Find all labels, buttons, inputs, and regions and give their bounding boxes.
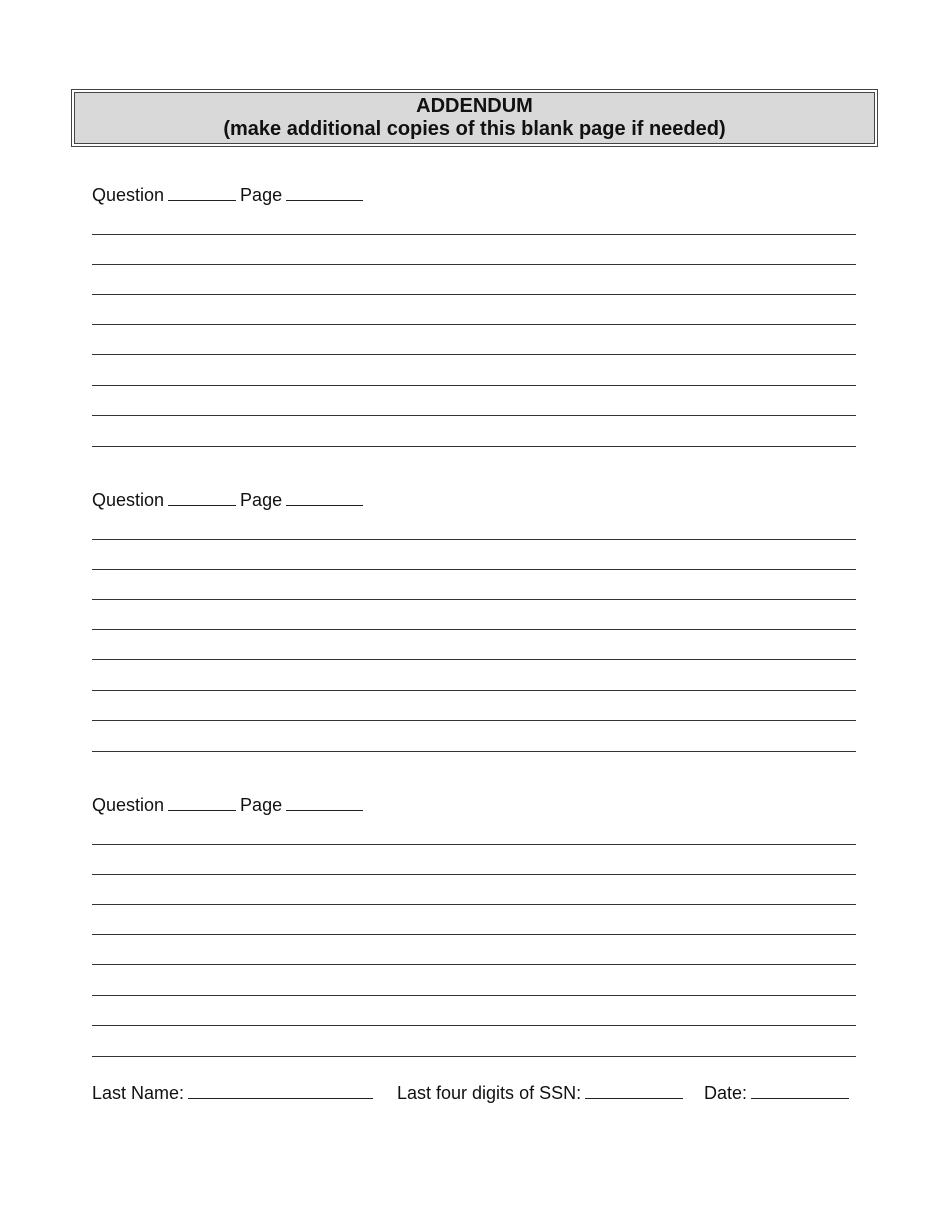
last-name-group [92,1082,377,1104]
answer-line[interactable] [92,234,856,235]
answer-line[interactable] [92,1056,856,1057]
question-number-field[interactable] [168,489,236,506]
question-number-field[interactable] [168,184,236,201]
answer-line[interactable] [92,354,856,355]
page-label: Page [240,795,283,815]
answer-line[interactable] [92,995,856,996]
page-number-field[interactable] [286,489,363,506]
last-name-label: Last Name: [92,1083,185,1103]
question-label: Question [92,795,165,815]
answer-line[interactable] [92,751,856,752]
answer-line[interactable] [92,904,856,905]
date-group [704,1082,853,1104]
question-page-row [92,794,367,816]
answer-line[interactable] [92,264,856,265]
answer-line[interactable] [92,539,856,540]
page-number-field[interactable] [286,184,363,201]
answer-line[interactable] [92,446,856,447]
addendum-section-1 [92,184,856,454]
header-banner [74,92,875,144]
answer-line[interactable] [92,294,856,295]
answer-line[interactable] [92,844,856,845]
last-name-field[interactable] [188,1082,373,1099]
answer-line[interactable] [92,1025,856,1026]
answer-line[interactable] [92,964,856,965]
header-box [71,89,878,147]
answer-line[interactable] [92,934,856,935]
answer-line[interactable] [92,599,856,600]
answer-line[interactable] [92,874,856,875]
answer-line[interactable] [92,415,856,416]
answer-line[interactable] [92,324,856,325]
addendum-section-3 [92,794,856,1064]
question-label: Question [92,185,165,205]
answer-line[interactable] [92,385,856,386]
question-label: Question [92,490,165,510]
ssn-label: Last four digits of SSN: [397,1083,582,1103]
page-label: Page [240,490,283,510]
date-label: Date: [704,1083,748,1103]
page-subtitle: (make additional copies of this blank page if needed) [223,118,726,140]
question-page-row [92,184,367,206]
answer-line[interactable] [92,690,856,691]
date-field[interactable] [751,1082,849,1099]
question-number-field[interactable] [168,794,236,811]
page-title: ADDENDUM [416,95,533,117]
answer-line[interactable] [92,720,856,721]
answer-line[interactable] [92,659,856,660]
addendum-section-2 [92,489,856,759]
ssn-field[interactable] [585,1082,683,1099]
answer-line[interactable] [92,629,856,630]
question-page-row [92,489,367,511]
answer-line[interactable] [92,569,856,570]
page-number-field[interactable] [286,794,363,811]
ssn-group [397,1082,687,1104]
page-label: Page [240,185,283,205]
